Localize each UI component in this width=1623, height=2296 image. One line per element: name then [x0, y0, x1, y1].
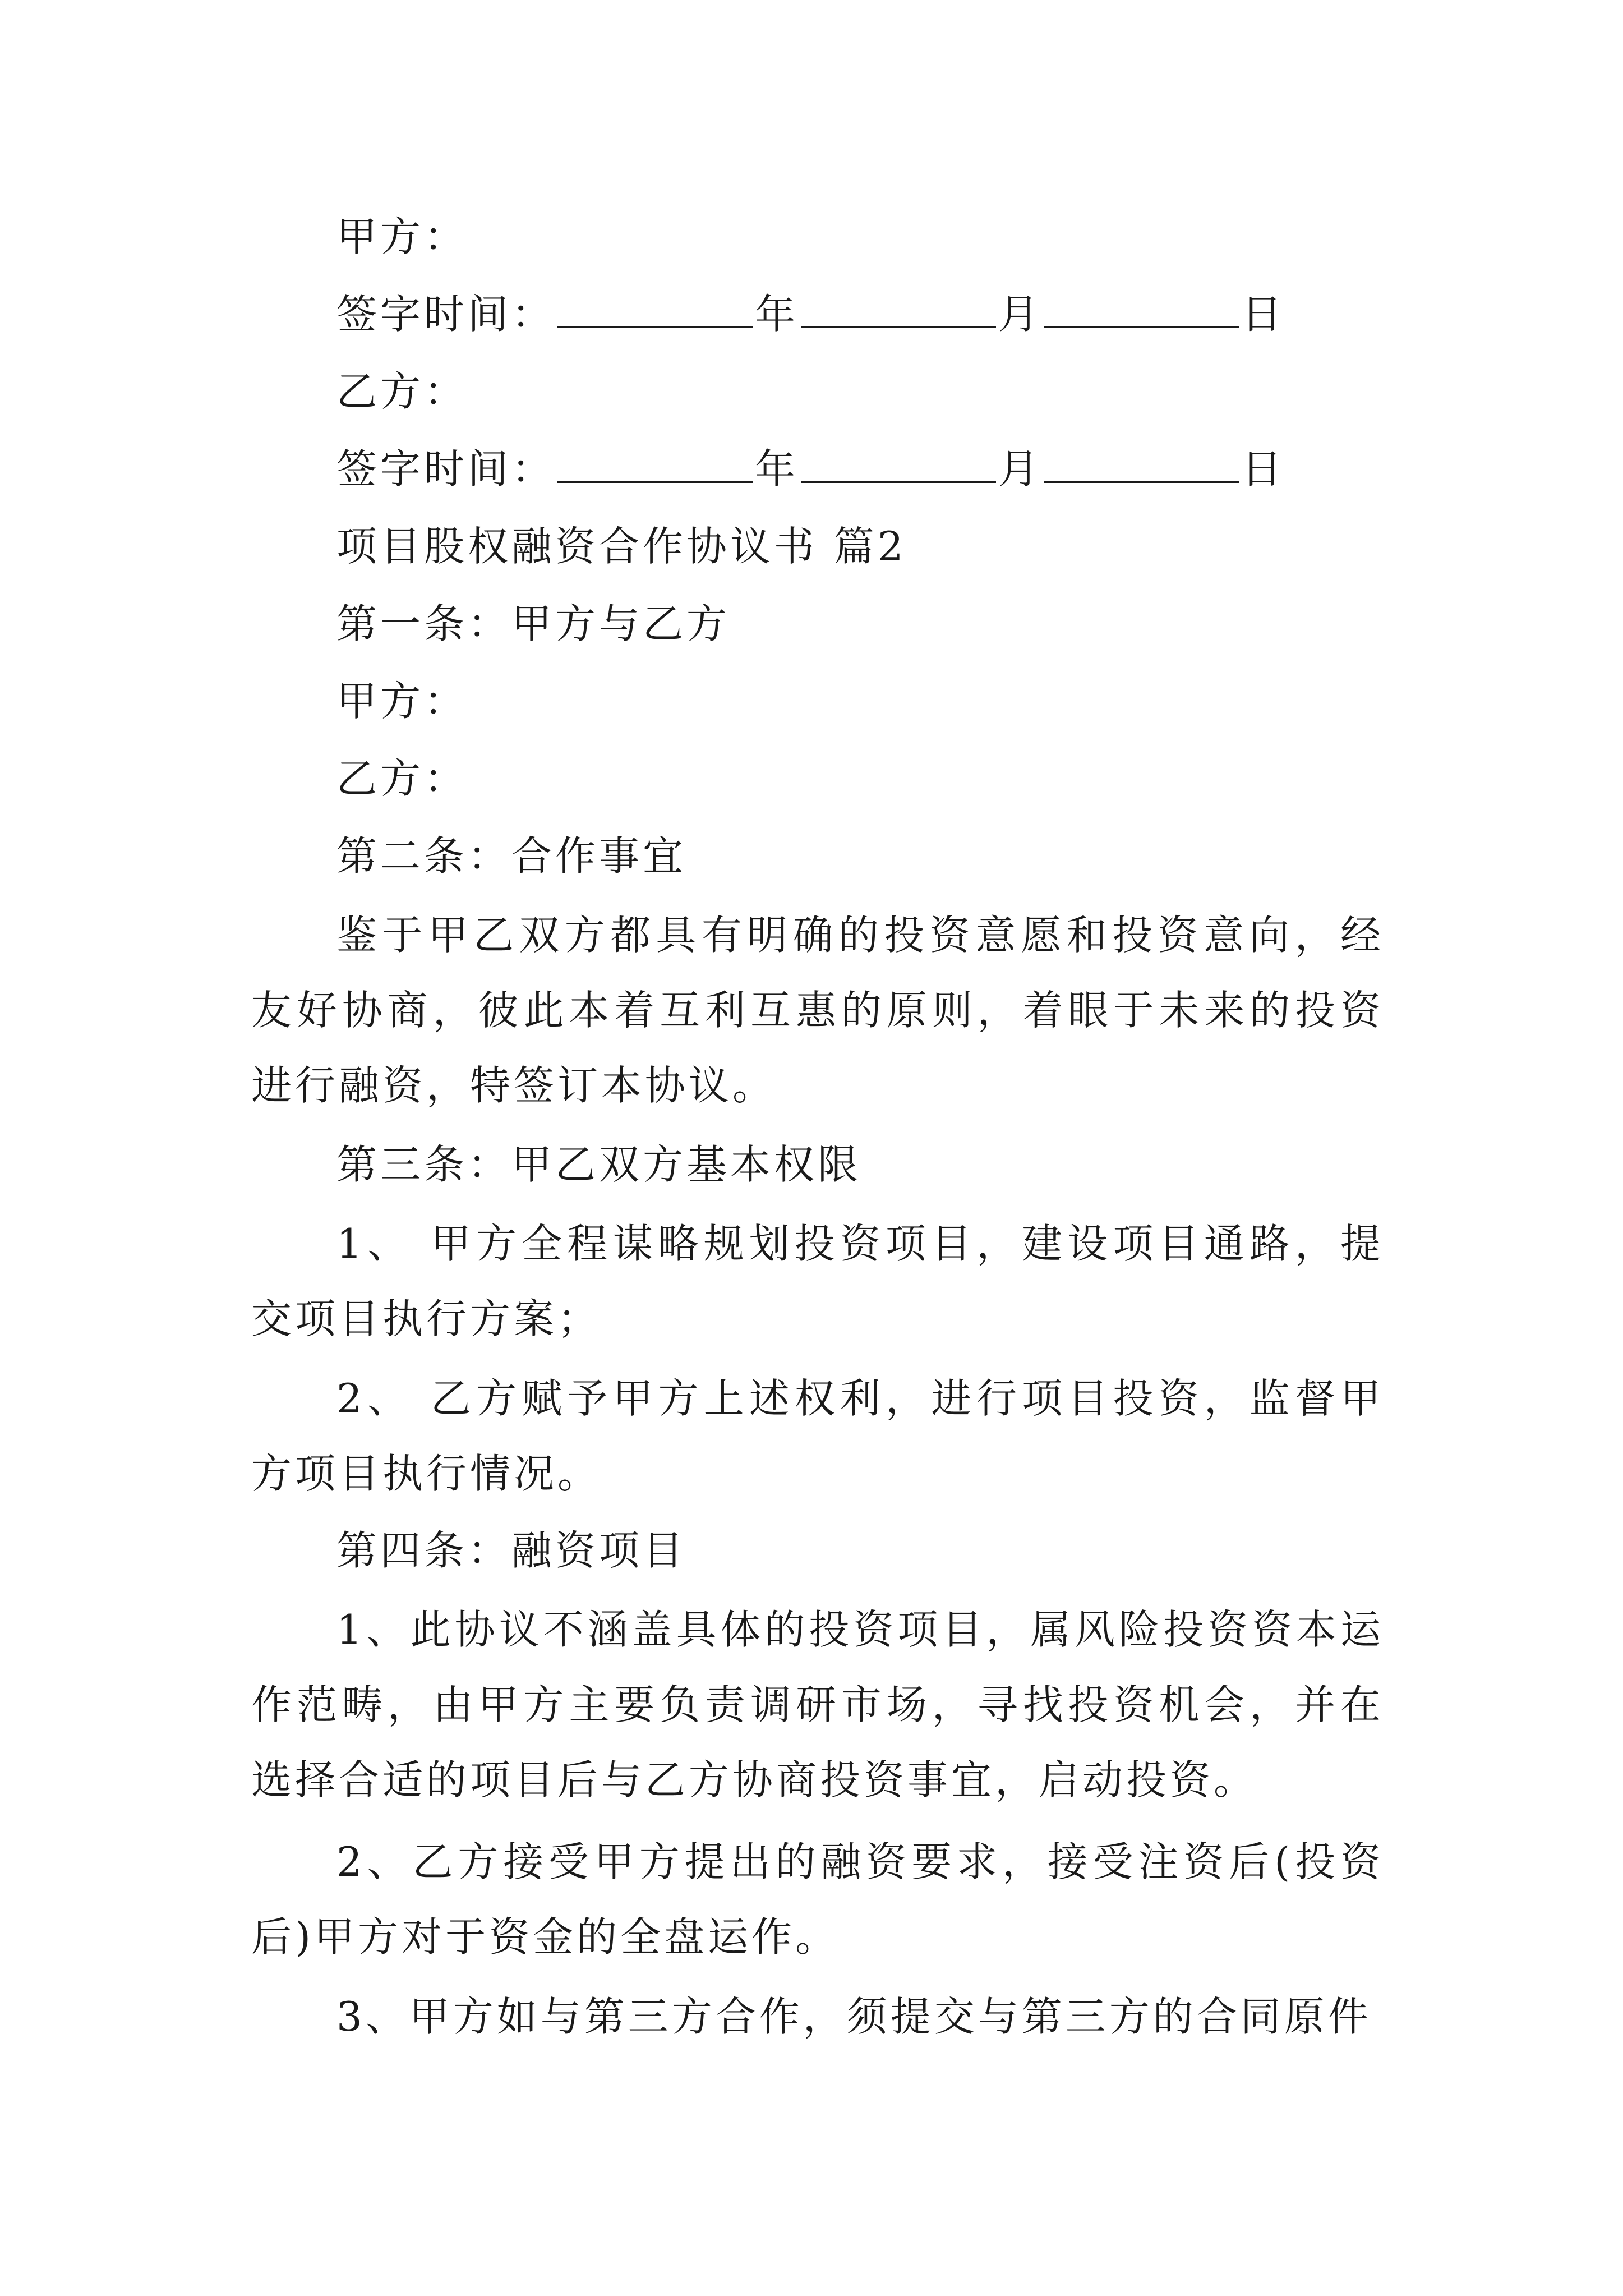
party-a-label: 甲方： — [336, 213, 468, 260]
article-3-item-1: 1、 甲方全程谋略规划投资项目，建设项目通路，提交项目执行方案； — [251, 1220, 1384, 1342]
month-label: 月 — [998, 445, 1043, 493]
day-blank[interactable] — [1044, 292, 1239, 328]
day-blank[interactable] — [1044, 447, 1239, 483]
article-4-heading: 第四条：融资项目 — [336, 1527, 687, 1574]
month-blank[interactable] — [801, 292, 996, 328]
signature-time-label: 签字时间： — [336, 291, 556, 338]
article-4-item-1: 1、此协议不涵盖具体的投资项目，属风险投资资本运作范畴，由甲方主要负责调研市场，寻找投资机会，并在选择合适的项目后与乙方协商投资事宜，启动投资。 — [251, 1606, 1384, 1803]
year-label: 年 — [755, 445, 799, 493]
party-b-label: 乙方： — [336, 368, 468, 415]
signature-time-row-a — [336, 286, 1384, 342]
year-blank[interactable] — [557, 292, 753, 328]
month-label: 月 — [998, 291, 1043, 338]
year-label: 年 — [755, 291, 799, 338]
article-2-heading: 第二条：合作事宜 — [336, 832, 687, 880]
year-blank[interactable] — [557, 447, 753, 483]
section-title: 项目股权融资合作协议书 篇2 — [336, 523, 907, 570]
article-1-party-a: 甲方： — [336, 678, 468, 725]
day-label: 日 — [1242, 445, 1286, 493]
article-1-heading: 第一条：甲方与乙方 — [336, 600, 731, 647]
day-label: 日 — [1242, 291, 1286, 338]
signature-time-row-b — [336, 441, 1384, 497]
month-blank[interactable] — [801, 447, 996, 483]
article-4-item-3: 3、甲方如与第三方合作，须提交与第三方的合同原件 — [336, 1993, 1372, 2040]
article-3-item-2: 2、 乙方赋予甲方上述权利，进行项目投资，监督甲方项目执行情况。 — [251, 1375, 1384, 1497]
signature-time-label: 签字时间： — [336, 445, 556, 493]
article-3-heading: 第三条：甲乙双方基本权限 — [336, 1141, 862, 1188]
article-4-item-2: 2、乙方接受甲方提出的融资要求，接受注资后(投资后)甲方对于资金的全盘运作。 — [251, 1838, 1384, 1961]
article-2-body: 鉴于甲乙双方都具有明确的投资意愿和投资意向，经友好协商，彼此本着互利互惠的原则，着眼于未来的投资进行融资，特签订本协议。 — [251, 912, 1384, 1109]
article-1-party-b: 乙方： — [336, 755, 468, 802]
